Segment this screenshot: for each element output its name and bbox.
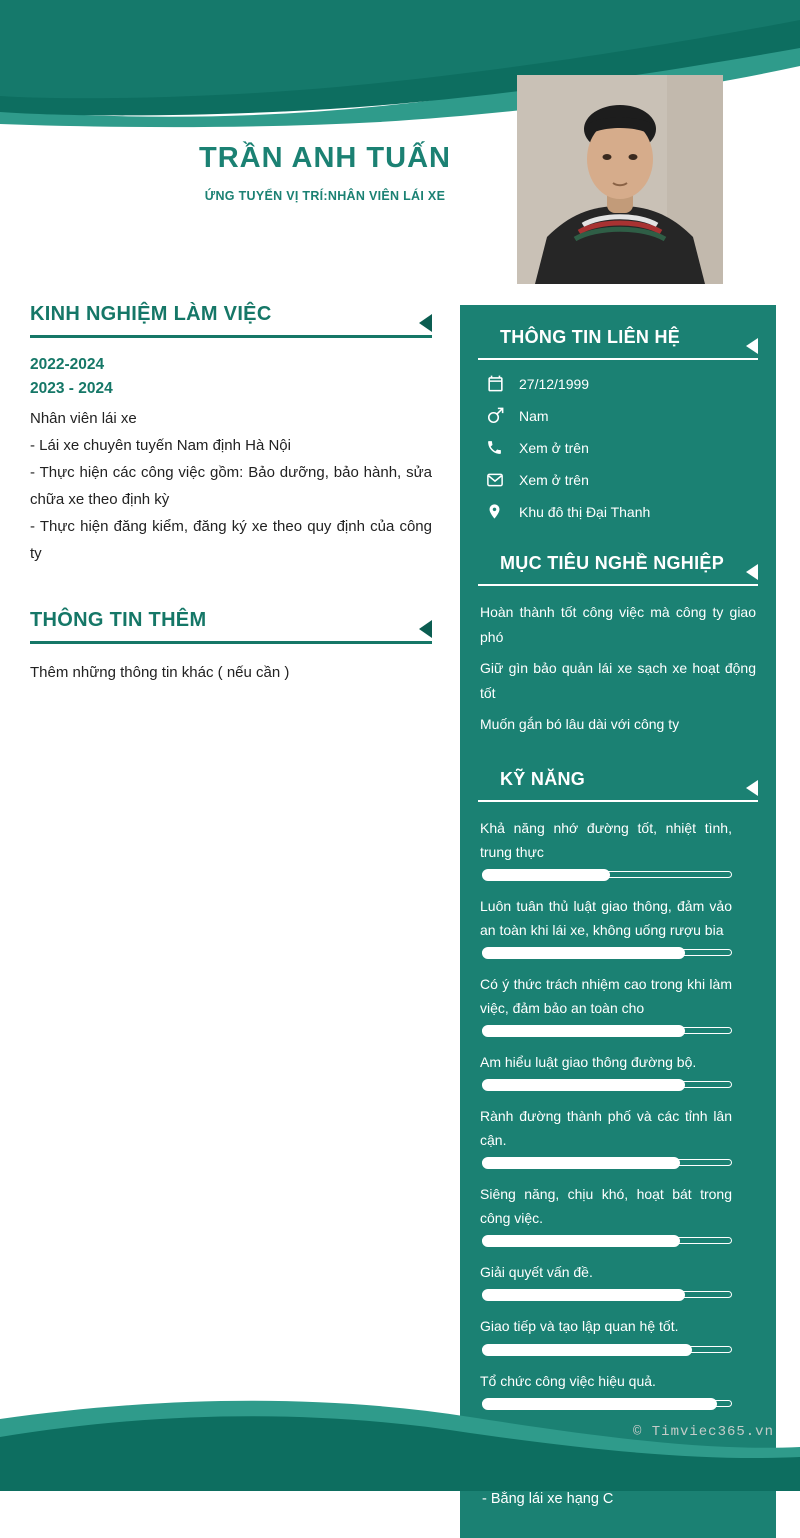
skill-progress-track [482,1346,732,1353]
skill-progress-track [482,949,732,956]
skill-label: Siêng năng, chịu khó, hoạt bát trong công việc. [480,1186,732,1227]
experience-bullet: - Thực hiện đăng kiểm, đăng ký xe theo quy định của công ty [30,518,432,563]
experience-section [30,303,432,567]
skill-progress-track [482,1027,732,1034]
skill-item [480,972,732,1034]
experience-period-1: 2022-2024 [30,356,105,373]
skill-item [480,1182,732,1244]
skill-label: Giải quyết vấn đề. [480,1264,593,1281]
experience-bullet: - Lái xe chuyên tuyến Nam định Hà Nội [30,437,291,455]
skill-progress-fill [482,1157,680,1169]
skill-label: Luôn tuân thủ luật giao thông, đảm vảo an toàn khi lái xe, không uống rượu bia [480,897,732,938]
experience-title: KINH NGHIỆM LÀM VIỆC [30,303,272,325]
skill-label: Khả năng nhớ đường tốt, nhiệt tình, trung thực [480,819,732,860]
experience-bullet: - Thực hiện các công việc gồm: Bảo dưỡng, bảo hành, sửa chữa xe theo định kỳ [30,464,432,509]
skill-progress-fill [482,869,611,881]
skill-progress-track [482,1159,732,1166]
header-block [140,142,510,203]
sidebar-panel [460,305,776,1538]
certificate-item: - Bằng lái xe hạng C [482,1490,614,1507]
heading-arrow-icon [419,620,432,638]
objective-title: MỤC TIÊU NGHỀ NGHIỆP [500,553,725,573]
additional-info-title: THÔNG TIN THÊM [30,609,207,632]
contact-row-birthday [486,374,758,393]
calendar-icon [486,374,505,393]
email-value: Xem ở trên [519,471,589,488]
gender-icon [486,406,505,425]
additional-info-text: Thêm những thông tin khác ( nếu cần ) [30,664,290,682]
skills-section [478,763,758,1407]
gender-value: Nam [519,407,549,424]
skill-progress-fill [482,1289,685,1301]
skill-progress-fill [482,1025,685,1037]
email-icon [486,470,505,489]
skill-item [480,1050,732,1088]
portrait-photo [517,75,723,284]
skill-item [480,1104,732,1166]
heading-arrow-icon [746,564,758,580]
additional-info-section [30,609,432,686]
skills-title: KỸ NĂNG [500,768,586,789]
contact-row-address [486,502,758,521]
skills-heading [478,763,758,802]
contact-title: THÔNG TIN LIÊN HỆ [500,327,681,347]
heading-arrow-icon [419,314,432,332]
experience-period-2: 2023 - 2024 [30,380,113,398]
candidate-name: TRẦN ANH TUẤN [199,142,451,174]
contact-row-phone [486,438,758,457]
skill-progress-fill [482,1235,680,1247]
skill-item [480,1260,732,1298]
objective-line: Giữ gìn bảo quản lái xe sạch xe hoạt động tốt [480,659,756,701]
skill-progress-track [482,1081,732,1088]
skill-progress-track [482,1237,732,1244]
contact-section [478,321,758,521]
birthday-value: 27/12/1999 [519,375,590,392]
skill-label: Rành đường thành phố và các tỉnh lân cận. [480,1108,732,1149]
location-icon [486,502,505,521]
skill-progress-fill [482,947,685,959]
address-value: Khu đô thị Đại Thanh [519,503,651,520]
heading-arrow-icon [746,780,758,796]
phone-icon [486,438,505,457]
skill-item [480,816,732,878]
contact-heading [478,321,758,360]
main-column [30,303,432,686]
objective-line: Hoàn thành tốt công việc mà công ty giao phó [480,604,756,645]
skill-label: Có ý thức trách nhiệm cao trong khi làm việc, đảm bảo an toàn cho [480,975,732,1016]
skill-progress-fill [482,1079,685,1091]
heading-arrow-icon [746,338,758,354]
skill-progress-track [482,871,732,878]
objective-heading [478,547,758,586]
skill-label: Am hiểu luật giao thông đường bộ. [480,1054,697,1070]
applied-position: ỨNG TUYỂN VỊ TRÍ:NHÂN VIÊN LÁI XE [204,189,446,203]
copyright-text: © Timviec365.vn [632,1424,774,1440]
objective-line: Muốn gắn bó lâu dài với công ty [480,715,680,732]
additional-info-heading [30,609,432,644]
skill-label: Tổ chức công việc hiệu quả. [480,1372,656,1389]
skill-progress-fill [482,1344,693,1356]
bottom-wave-decoration [0,1391,800,1491]
objective-section [478,547,758,737]
skill-item [480,894,732,956]
experience-heading [30,303,432,338]
contact-row-gender [486,406,758,425]
experience-role: Nhân viên lái xe [30,410,137,428]
skill-progress-track [482,1291,732,1298]
phone-value: Xem ở trên [519,439,589,456]
skill-item [480,1314,732,1352]
skill-label: Giao tiếp và tạo lập quan hệ tốt. [480,1318,679,1335]
contact-row-email [486,470,758,489]
